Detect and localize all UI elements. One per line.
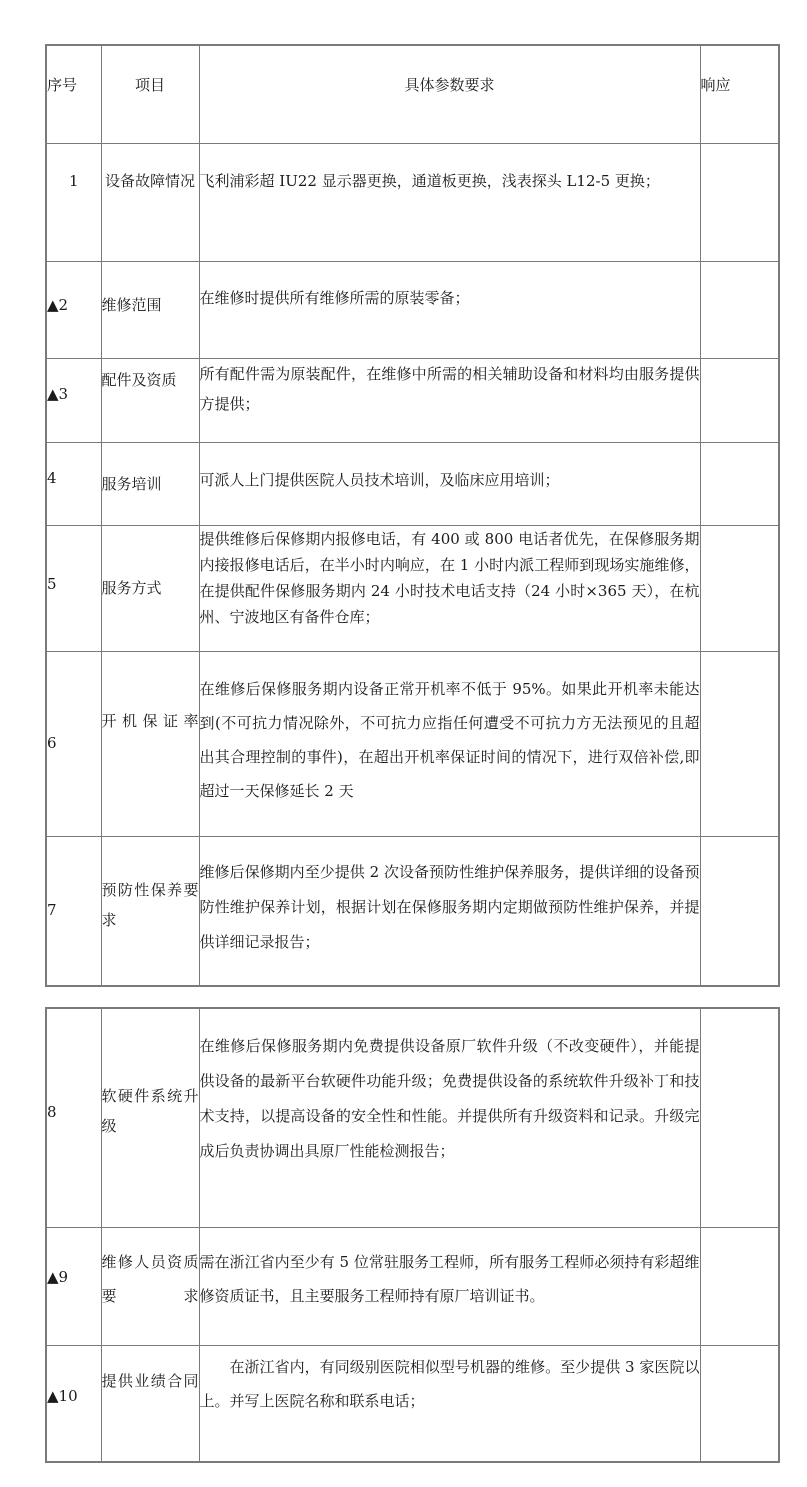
- row-no: 7: [46, 836, 101, 986]
- table-row: [46, 525, 779, 651]
- table-row: [46, 1345, 779, 1462]
- table-row: [46, 651, 779, 836]
- row-item: 服务培训: [101, 442, 199, 525]
- row-resp: [700, 1345, 779, 1462]
- row-resp: [700, 651, 779, 836]
- row-no: 6: [46, 651, 101, 836]
- row-resp: [700, 261, 779, 358]
- row-item: 维修人员资质要求: [101, 1227, 199, 1345]
- table-row: [46, 143, 779, 261]
- header-item: 项目: [101, 45, 199, 143]
- row-req: 飞利浦彩超 IU22 显示器更换，通道板更换，浅表探头 L12-5 更换；: [199, 143, 700, 261]
- row-req: 维修后保修期内至少提供 2 次设备预防性维护保养服务，提供详细的设备预防性维护保养计划，根据计划在保修服务期内定期做预防性维护保养，并提供详细记录报告；: [199, 836, 700, 986]
- spec-table-part-1: [45, 44, 780, 987]
- row-item: 提供业绩合同: [101, 1345, 199, 1462]
- row-no: 4: [46, 442, 101, 525]
- table-row: [46, 358, 779, 442]
- row-item: 开机保证率: [101, 651, 199, 836]
- table-row: [46, 261, 779, 358]
- table-row: [46, 1008, 779, 1227]
- header-req: 具体参数要求: [199, 45, 700, 143]
- row-no: ▲9: [46, 1227, 101, 1345]
- row-req: 所有配件需为原装配件，在维修中所需的相关辅助设备和材料均由服务提供方提供；: [199, 358, 700, 442]
- row-req: 需在浙江省内至少有 5 位常驻服务工程师，所有服务工程师必须持有彩超维修资质证书，且主要服务工程师持有原厂培训证书。: [199, 1227, 700, 1345]
- row-no: ▲2: [46, 261, 101, 358]
- table-row: [46, 836, 779, 986]
- row-no: 1: [46, 143, 101, 261]
- row-no: 8: [46, 1008, 101, 1227]
- row-item: 配件及资质: [101, 358, 199, 442]
- row-resp: [700, 442, 779, 525]
- row-resp: [700, 143, 779, 261]
- table-row: [46, 1227, 779, 1345]
- row-no: ▲10: [46, 1345, 101, 1462]
- row-item: 软硬件系统升级: [101, 1008, 199, 1227]
- spec-table-part-2: [45, 1007, 780, 1463]
- row-item: 服务方式: [101, 525, 199, 651]
- row-resp: [700, 358, 779, 442]
- row-no: ▲3: [46, 358, 101, 442]
- row-resp: [700, 525, 779, 651]
- table-row: [46, 442, 779, 525]
- row-req: 在维修后保修服务期内免费提供设备原厂软件升级（不改变硬件），并能提供设备的最新平台软硬件功能升级；免费提供设备的系统软件升级补丁和技术支持，以提高设备的安全性和性能。并提供所有升级资料和记录。升级完成后负责协调出具原厂性能检测报告；: [199, 1008, 700, 1227]
- row-item: 设备故障情况: [101, 143, 199, 261]
- row-req: 在维修时提供所有维修所需的原装零备；: [199, 261, 700, 358]
- row-req: 可派人上门提供医院人员技术培训，及临床应用培训；: [199, 442, 700, 525]
- row-req: 在维修后保修服务期内设备正常开机率不低于 95%。如果此开机率未能达到(不可抗力情况除外，不可抗力应指任何遭受不可抗力方无法预见的且超出其合理控制的事件)，在超出开机率保证时间的情况下，进行双倍补偿,即超过一天保修延长 2 天: [199, 651, 700, 836]
- row-no: 5: [46, 525, 101, 651]
- row-resp: [700, 1008, 779, 1227]
- row-item: 预防性保养要求: [101, 836, 199, 986]
- header-no: 序号: [46, 45, 101, 143]
- row-resp: [700, 1227, 779, 1345]
- row-resp: [700, 836, 779, 986]
- table-header-row: [46, 45, 779, 143]
- header-resp: 响应: [700, 45, 779, 143]
- row-req: 提供维修后保修期内报修电话，有 400 或 800 电话者优先，在保修服务期内接报修电话后，在半小时内响应，在 1 小时内派工程师到现场实施维修，在提供配件保修服务期内 24 小时技术电话支持（24 小时×365 天），在杭州、宁波地区有备件仓库；: [199, 525, 700, 651]
- row-item: 维修范围: [101, 261, 199, 358]
- row-req: 在浙江省内，有同级别医院相似型号机器的维修。至少提供 3 家医院以上。并写上医院名称和联系电话；: [199, 1345, 700, 1462]
